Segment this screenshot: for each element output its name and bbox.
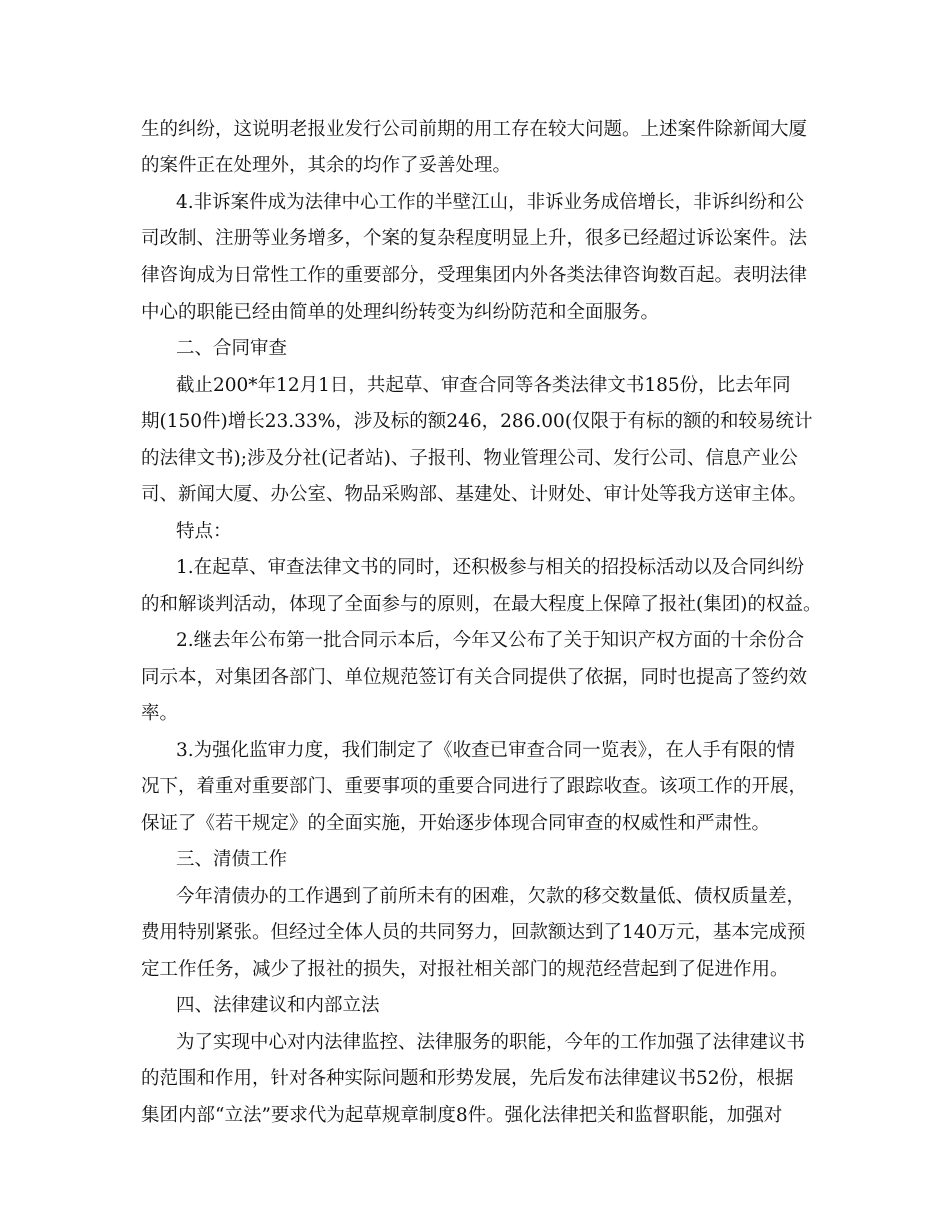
text-line: 1.在起草、审查法律文书的同时，还积极参与相关的招投标活动以及合同纠纷 bbox=[176, 557, 805, 578]
text-line: 生的纠纷，这说明老报业发行公司前期的用工存在较大问题。上述案件除新闻大厦 bbox=[141, 119, 808, 140]
text-line: 率。 bbox=[141, 703, 179, 724]
text-line: 况下，着重对重要部门、重要事项的重要合同进行了跟踪收查。该项工作的开展， bbox=[141, 776, 808, 797]
text-line: 费用特别紧张。但经过全体人员的共同努力，回款额达到了140万元，基本完成预 bbox=[141, 922, 806, 943]
text-line: 定工作任务，减少了报社的损失，对报社相关部门的规范经营起到了促进作用。 bbox=[141, 959, 789, 980]
text-line: 今年清债办的工作遇到了前所未有的困难，欠款的移交数量低、债权质量差， bbox=[176, 886, 806, 907]
text-line: 保证了《若干规定》的全面实施，开始逐步体现合同审查的权威性和严肃性。 bbox=[141, 813, 771, 834]
text-line: 2.继去年公布第一批合同示本后，今年又公布了关于知识产权方面的十余份合 bbox=[176, 630, 805, 651]
text-line: 的案件正在处理外，其余的均作了妥善处理。 bbox=[141, 155, 512, 176]
section-heading: 四、法律建议和内部立法 bbox=[176, 995, 380, 1016]
text-line: 的和解谈判活动，体现了全面参与的原则，在最大程度上保障了报社(集团)的权益。 bbox=[141, 594, 822, 615]
text-line: 集团内部“立法”要求代为起草规章制度8件。强化法律把关和监督职能，加强对 bbox=[141, 1105, 783, 1126]
subheading: 特点： bbox=[176, 521, 232, 542]
text-line: 司、新闻大厦、办公室、物品采购部、基建处、计财处、审计处等我方送审主体。 bbox=[141, 484, 808, 505]
section-heading: 二、合同审查 bbox=[176, 338, 288, 359]
text-line: 截止200*年12月1日，共起草、审查合同等各类法律文书185份，比去年同 bbox=[176, 375, 791, 396]
text-line: 律咨询成为日常性工作的重要部分，受理集团内外各类法律咨询数百起。表明法律 bbox=[141, 265, 808, 286]
text-line: 3.为强化监审力度，我们制定了《收查已审查合同一览表》，在人手有限的情 bbox=[176, 740, 795, 761]
text-line: 期(150件)增长23.33%，涉及标的额246，286.00(仅限于有标的额的和较易统计 bbox=[141, 411, 813, 432]
text-line: 的范围和作用，针对各种实际问题和形势发展，先后发布法律建议书52份，根据 bbox=[141, 1068, 794, 1089]
text-line: 为了实现中心对内法律监控、法律服务的职能，今年的工作加强了法律建议书 bbox=[176, 1032, 806, 1053]
text-line: 同示本，对集团各部门、单位规范签订有关合同提供了依据，同时也提高了签约效 bbox=[141, 667, 808, 688]
section-heading: 三、清债工作 bbox=[176, 849, 288, 870]
text-line: 中心的职能已经由简单的处理纠纷转变为纠纷防范和全面服务。 bbox=[141, 302, 660, 323]
text-line: 4.非诉案件成为法律中心工作的半壁江山，非诉业务成倍增长，非诉纠纷和公 bbox=[176, 192, 805, 213]
text-line: 的法律文书);涉及分社(记者站)、子报刊、物业管理公司、发行公司、信息产业公 bbox=[141, 448, 798, 469]
text-line: 司改制、注册等业务增多，个案的复杂程度明显上升，很多已经超过诉讼案件。法 bbox=[141, 228, 808, 249]
